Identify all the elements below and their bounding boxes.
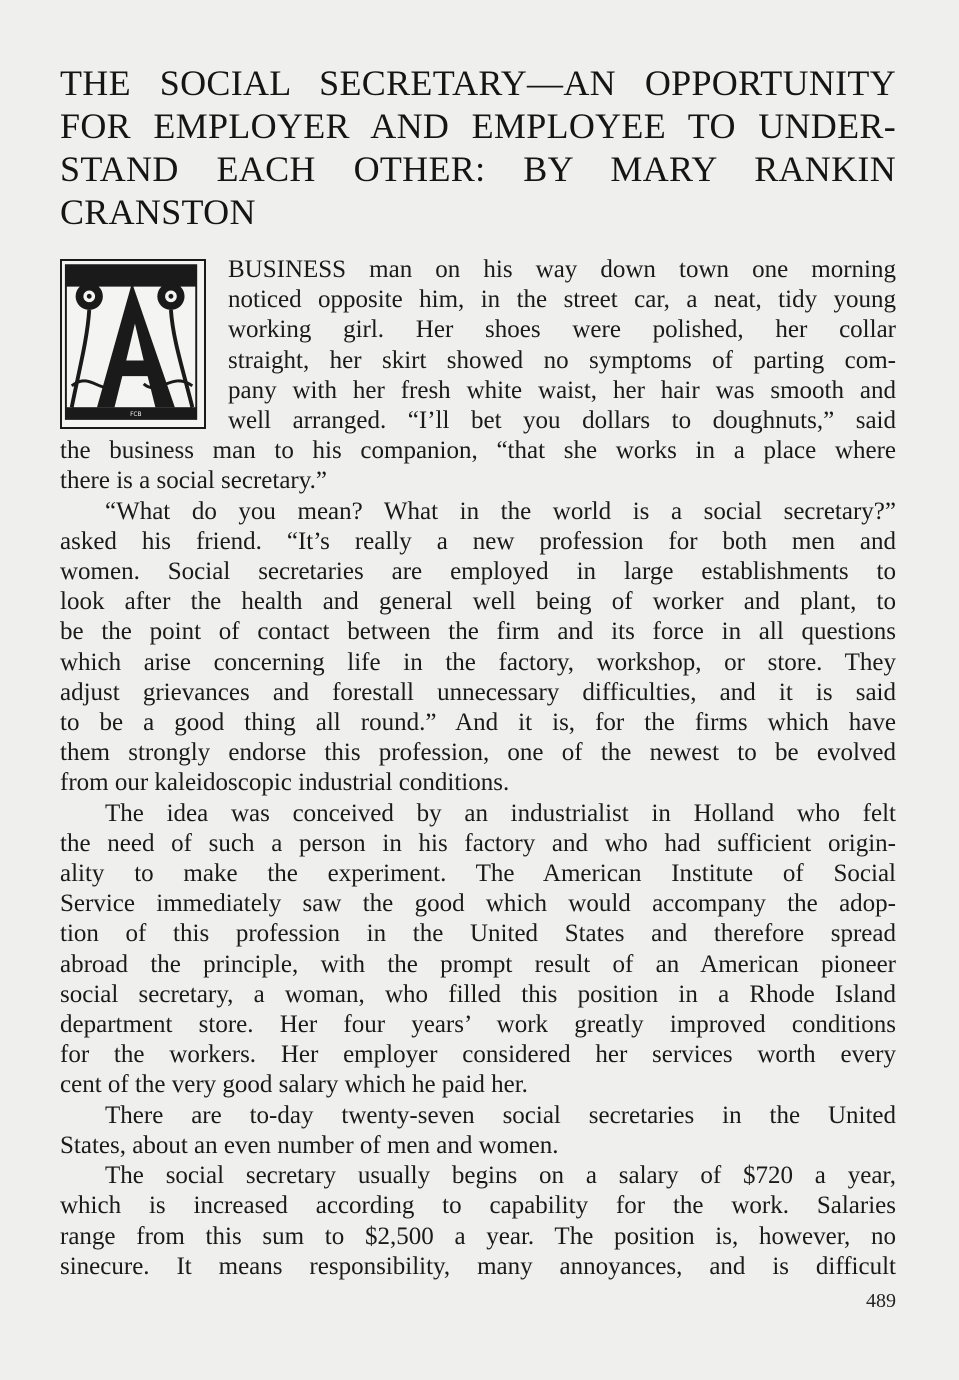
- paragraph-5: [60, 1161, 896, 1282]
- text-line: from our kaleidoscopic industrial conditions.: [60, 769, 510, 797]
- title-line: THE SOCIAL SECRETARY—AN OPPORTUNITY: [60, 63, 896, 103]
- title-line: STAND EACH OTHER: BY MARY RANKIN: [60, 149, 896, 189]
- svg-text:FCB: FCB: [130, 411, 142, 418]
- text-line: which arise concerning life in the factory, workshop, or store. They: [60, 648, 896, 676]
- text-line: cent of the very good salary which he paid her.: [60, 1071, 528, 1099]
- text-line: straight, her skirt showed no symptoms of parting com-: [228, 346, 896, 374]
- text-line: abroad the principle, with the prompt result of an American pioneer: [60, 950, 896, 978]
- page-number: 489: [866, 1290, 896, 1312]
- text-line: “What do you mean? What in the world is a social secretary?”: [105, 497, 896, 525]
- text-line: The idea was conceived by an industrialist in Holland who felt: [105, 799, 896, 827]
- text-line: for the workers. Her employer considered her services worth every: [60, 1041, 896, 1069]
- ornamental-dropcap: [60, 259, 206, 429]
- title-line: FOR EMPLOYER AND EMPLOYEE TO UNDER-: [60, 106, 896, 146]
- text-line: women. Social secretaries are employed in large establishments to: [60, 558, 896, 586]
- paragraph-1: [60, 255, 896, 497]
- article-body: [60, 255, 896, 1282]
- text-line: States, about an even number of men and women.: [60, 1131, 559, 1159]
- text-line: asked his friend. “It’s really a new profession for both men and: [60, 527, 896, 555]
- paragraph-4: [60, 1101, 896, 1161]
- text-line: social secretary, a woman, who filled this position in a Rhode Island: [60, 980, 896, 1008]
- text-line: well arranged. “I’ll bet you dollars to doughnuts,” said: [228, 407, 896, 435]
- text-line: which is increased according to capability for the work. Salaries: [60, 1192, 896, 1220]
- text-line: range from this sum to $2,500 a year. The position is, however, no: [60, 1222, 896, 1250]
- paragraph-2: [60, 497, 896, 799]
- text-line: them strongly endorse this profession, one of the newest to be evolved: [60, 739, 896, 767]
- text-line: adjust grievances and forestall unnecessary difficulties, and it is said: [60, 678, 896, 706]
- text-line: There are to-day twenty-seven social secretaries in the United: [105, 1101, 896, 1129]
- text-line: BUSINESS man on his way down town one morning: [228, 256, 896, 283]
- text-line: ality to make the experiment. The American Institute of Social: [60, 860, 896, 888]
- article-page: [60, 62, 896, 1282]
- text-line: sinecure. It means responsibility, many annoyances, and is difficult: [60, 1252, 896, 1280]
- article-title: [60, 62, 896, 234]
- title-line: CRANSTON: [60, 192, 256, 232]
- text-line: look after the health and general well being of worker and plant, to: [60, 588, 896, 616]
- text-line: department store. Her four years’ work greatly improved conditions: [60, 1011, 896, 1039]
- text-line: pany with her fresh white waist, her hair was smooth and: [228, 376, 896, 404]
- text-line: tion of this profession in the United States and therefore spread: [60, 920, 896, 948]
- text-line: The social secretary usually begins on a salary of $720 a year,: [105, 1162, 896, 1190]
- paragraph-3: [60, 799, 896, 1101]
- text-line: the need of such a person in his factory and who had sufficient origin-: [60, 829, 896, 857]
- text-line: there is a social secretary.”: [60, 467, 327, 495]
- ornamental-letter-a-icon: [62, 261, 204, 427]
- text-line: noticed opposite him, in the street car, a neat, tidy young: [228, 286, 896, 314]
- text-line: be the point of contact between the firm and its force in all questions: [60, 618, 896, 646]
- text-line: the business man to his companion, “that she works in a place where: [60, 437, 896, 465]
- text-line: to be a good thing all round.” And it is, for the firms which have: [60, 709, 896, 737]
- text-line: Service immediately saw the good which would accompany the adop-: [60, 890, 896, 918]
- text-line: working girl. Her shoes were polished, her collar: [228, 316, 896, 344]
